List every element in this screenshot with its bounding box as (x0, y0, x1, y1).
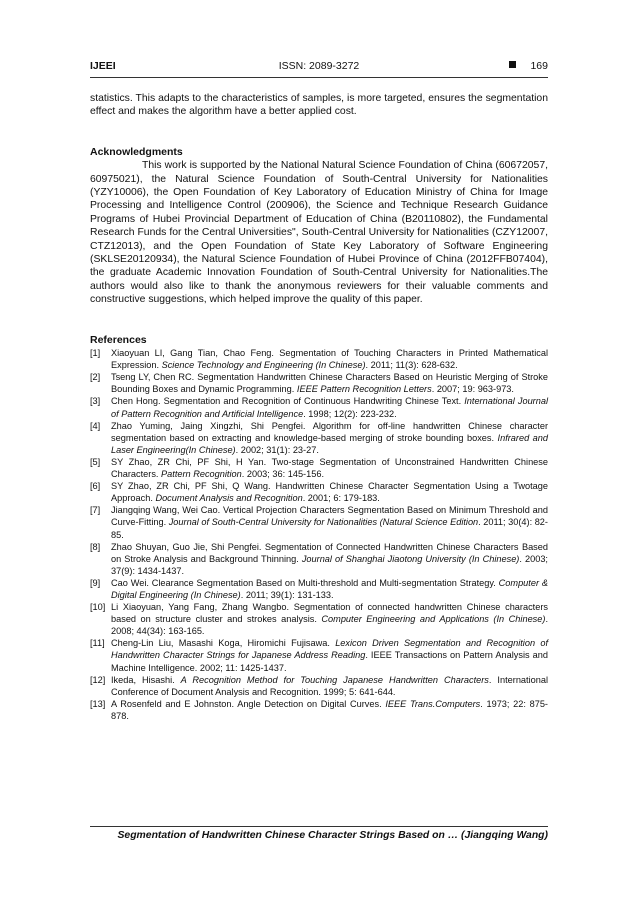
page-header (90, 60, 548, 74)
paper-page (90, 0, 548, 903)
reference-item: [3] Chen Hong. Segmentation and Recognition of Continuous Handwriting Chinese Text. International Journal of Pattern Recognition and Artificial Intelligence. 1998; 12(2): 223-232. (90, 396, 548, 419)
running-title: Segmentation of Handwritten Chinese Character Strings Based on … (Jiangqing Wang) (117, 830, 548, 841)
page-number: 169 (530, 60, 548, 72)
issn-label: ISSN: 2089-3272 (278, 60, 360, 72)
reference-item: [1] Xiaoyuan LI, Gang Tian, Chao Feng. Segmentation of Touching Characters in Printed Mathematical Expression. Science Technology and Engineering (In Chinese). 2011; 11(3): 628-632. (90, 348, 548, 371)
footer-rule (90, 826, 548, 827)
journal-name: IJEEI (90, 60, 116, 72)
acknowledgments-heading: Acknowledgments (90, 145, 183, 158)
references-heading: References (90, 333, 147, 346)
references-section (90, 334, 548, 722)
reference-item: [5] SY Zhao, ZR Chi, PF Shi, H Yan. Two-stage Segmentation of Unconstrained Handwritten Chinese Characters. Pattern Recognition. 2003; 36: 145-156. (90, 456, 548, 480)
reference-item: [13] A Rosenfeld and E Johnston. Angle Detection on Digital Curves. IEEE Trans.Computers. 1973; 22: 875-878. (90, 698, 548, 721)
reference-item: [6] SY Zhao, ZR Chi, PF Shi, Q Wang. Handwritten Chinese Character Segmentation Using a Twotage Approach. Document Analysis and Recognition. 2001; 6: 179-183. (90, 481, 548, 504)
reference-item: [11] Cheng-Lin Liu, Masashi Koga, Hiromichi Fujisawa. Lexicon Driven Segmentation and Recognition of Handwritten Character Strings for Japanese Address Reading. IEEE Transactions on Pattern Analysis and Machine Intelligence. 2002; 11: 1425-1437. (90, 638, 548, 673)
square-bullet-icon (509, 61, 516, 68)
reference-item: [12] Ikeda, Hisashi. A Recognition Method for Touching Japanese Handwritten Characters. International Conference of Document Analysis and Recognition. 1999; 5: 641-644. (90, 674, 548, 697)
reference-item: [7] Jiangqing Wang, Wei Cao. Vertical Projection Characters Segmentation Based on Minimum Threshold and Curve-Fitting. Journal of South-Central University for Nationalities (Natural Science Edition. 2011; 30(4): 82-85. (90, 505, 548, 540)
reference-item: [8] Zhao Shuyan, Guo Jie, Shi Pengfei. Segmentation of Connected Handwritten Chinese Characters Based on Stroke Analysis and Background Thinning. Journal of Shanghai Jiaotong University (In Chinese). 2003; 37(9): 1434-1437. (90, 541, 548, 576)
reference-item: [2] Tseng LY, Chen RC. Segmentation Handwritten Chinese Characters Based on Heuristic Merging of Stroke Bounding Boxes and Dynamic Programming. IEEE Pattern Recognition Letters. 2007; 19: 963-973. (90, 372, 548, 395)
reference-item: [10] Li Xiaoyuan, Yang Fang, Zhang Wangbo. Segmentation of connected handwritten Chinese characters based on structure cluster and strokes analysis. Computer Engineering and Applications (In Chinese). 2008; 44(34): 163-165. (90, 602, 549, 637)
references-list (90, 347, 548, 722)
body-content (90, 92, 548, 722)
reference-item: [4] Zhao Yuming, Jaing Xingzhi, Shi Pengfei. Algorithm for off-line handwritten Chinese character segmentation based on extracting and knowledge-based merging of stroke bounding boxes. Infrared and Laser Engineering(In Chinese). 2002; 31(1): 23-27. (90, 420, 548, 455)
acknowledgments-section (90, 146, 548, 307)
header-rule (90, 77, 548, 78)
intro-paragraph: statistics. This adapts to the characteristics of samples, is more targeted, ensures the segmentation effect and makes the algorithm have a better applied cost. (90, 93, 548, 118)
reference-item: [9] Cao Wei. Clearance Segmentation Based on Multi-threshold and Multi-segmentation Strategy. Computer & Digital Engineering (In Chinese). 2011; 39(1): 131-133. (90, 577, 548, 600)
page-number-group (509, 60, 548, 72)
acknowledgments-text: This work is supported by the National Natural Science Foundation of China (60672057, 60975021), the Natural Science Foundation of South-Central University for Nationalities (YZY10006), the Open Foundation of Key Laboratory of Education Ministry of China for Image Processing and Intelligence Control (200906), the Science and Technique Research Guidance Programs of Hubei Provincial Department of Education of China (B20110802), the Fundamental Research Funds for the Central Universities", South-Central University for Nationalities (CZY12007, CTZ12013), and the Open Foundation of State Key Laboratory of Software Engineering (SKLSE20120934), the Natural Science Foundation of Hubei Province of China (2012FFB07404), the graduate Academic Innovation Foundation of South-Central University for Nationalities.The authors would also like to thank the anonymous reviewers for their valuable comments and constructive suggestions, which helped improve the quality of this paper. (90, 160, 548, 306)
